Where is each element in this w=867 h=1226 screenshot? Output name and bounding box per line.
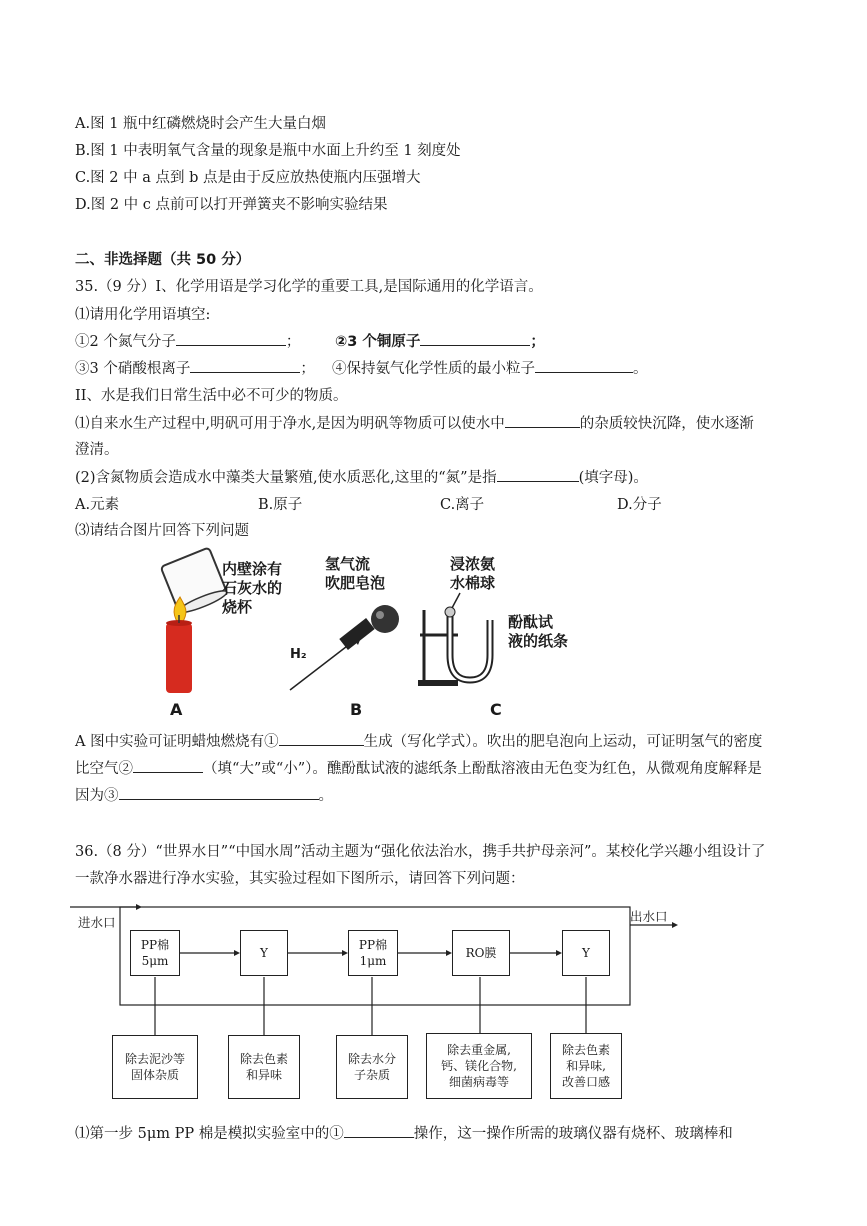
q35-ans-text6: 。 xyxy=(318,788,333,804)
choice-d[interactable]: D.分子 xyxy=(617,497,662,513)
step-y-1 xyxy=(240,930,288,976)
figC-label-top-text: 浸浓氨 水棉球 xyxy=(450,555,496,592)
option-c: C.图 2 中 a 点到 b 点是由于反应放热使瓶内压强增大 xyxy=(75,170,421,186)
figA-label-text: 内壁涂有 石灰水的 烧杯 xyxy=(222,560,283,616)
effect-3 xyxy=(336,1035,408,1099)
figB-gas: H₂ xyxy=(290,647,307,662)
answer-blank[interactable] xyxy=(505,413,580,428)
q35-answer-line2 xyxy=(75,757,762,778)
answer-blank[interactable] xyxy=(190,358,300,373)
outlet-label: 出水口 xyxy=(630,909,668,924)
q35-item3-text: ③3 个硝酸根离子 xyxy=(75,361,191,377)
q35-intro: 35.（9 分）I、化学用语是学习化学的重要工具,是国际通用的化学语言。 xyxy=(75,279,543,295)
q35-ans-text3: 比空气② xyxy=(75,761,133,777)
q35-item1-text: ①2 个氮气分子 xyxy=(75,334,176,350)
q35-item3-end: ； xyxy=(300,361,315,377)
figB-label-text: 氢气流 吹肥皂泡 xyxy=(325,555,386,592)
q35-water2-text: (2)含氮物质会造成水中藻类大量繁殖,使水质恶化,这里的“氮”是指 xyxy=(75,470,497,486)
q35-water1-cont: 澄清。 xyxy=(75,442,119,458)
step-y-2-text: Y xyxy=(582,946,590,960)
effect-4-text: 除去重金属, 钙、镁化合物, 细菌病毒等 xyxy=(441,1043,517,1089)
step-ro-text: RO膜 xyxy=(465,946,497,960)
q35-part2: II、水是我们日常生活中必不可少的物质。 xyxy=(75,388,348,404)
q35-item4 xyxy=(332,357,648,378)
choice-c[interactable]: C.离子 xyxy=(440,497,485,513)
q35-water3: ⑶请结合图片回答下列问题 xyxy=(75,523,249,539)
effect-2-text: 除去色素 和异味 xyxy=(239,1052,288,1082)
section-title: 二、非选择题（共 50 分） xyxy=(75,252,251,268)
q35-ans-text4: （填“大”或“小”）。醮酚酞试液的滤纸条上酚酞溶液由无色变为红色，从微观角度解释是 xyxy=(203,761,762,777)
q35-ans-text2: 生成（写化学式）。吹出的肥皂泡向上运动，可证明氢气的密度 xyxy=(363,734,763,750)
choice-a[interactable]: A.元素 xyxy=(75,497,120,513)
figC-label-right xyxy=(508,613,568,651)
effect-1 xyxy=(112,1035,198,1099)
q35-ans-text1: A 图中实验可证明蜡烛燃烧有① xyxy=(75,734,279,750)
figC-label-right-text: 酚酞试 液的纸条 xyxy=(508,613,569,650)
q35-answer-line3 xyxy=(75,784,333,805)
effect-4 xyxy=(426,1033,532,1099)
answer-blank[interactable] xyxy=(497,467,579,482)
answer-blank[interactable] xyxy=(344,1123,414,1138)
step-y-1-text: Y xyxy=(260,946,268,960)
option-a: A.图 1 瓶中红磷燃烧时会产生大量白烟 xyxy=(75,116,327,132)
effect-1-text: 除去泥沙等 固体杂质 xyxy=(124,1052,185,1082)
choice-b[interactable]: B.原子 xyxy=(258,497,303,513)
q35-water1-text2: 的杂质较快沉降，使水逐渐 xyxy=(579,416,754,432)
figC-label-top xyxy=(450,555,495,593)
answer-blank[interactable] xyxy=(420,331,530,346)
step-pp-1um xyxy=(348,930,398,976)
u-tube-illustration xyxy=(410,590,510,690)
q36-q1-text2: 操作，这一操作所需的玻璃仪器有烧杯、玻璃棒和 xyxy=(413,1126,733,1142)
q35-item4-text: ④保持氨气化学性质的最小粒子 xyxy=(332,361,535,377)
q35-item2 xyxy=(335,330,545,351)
effect-2 xyxy=(228,1035,300,1099)
q35-water1 xyxy=(75,412,754,433)
step-pp-5um-text: PP棉 5μm xyxy=(140,938,170,968)
option-d: D.图 2 中 c 点前可以打开弹簧夹不影响实验结果 xyxy=(75,197,388,213)
answer-blank[interactable] xyxy=(176,331,286,346)
water-purifier-diagram xyxy=(70,895,690,1110)
answer-blank[interactable] xyxy=(535,358,633,373)
q35-item1-end: ； xyxy=(285,334,301,350)
experiment-figure xyxy=(140,545,740,720)
q35-water2 xyxy=(75,466,648,487)
q35-item2-text: ②3 个铜原子 xyxy=(335,334,421,350)
step-pp-5um xyxy=(130,930,180,976)
figB-letter: B xyxy=(350,700,363,719)
inlet-label: 进水口 xyxy=(78,915,116,930)
figA-label xyxy=(222,560,282,617)
q36-q1-text1: ⑴第一步 5μm PP 棉是模拟实验室中的① xyxy=(75,1126,344,1142)
q35-sub1: ⑴请用化学用语填空: xyxy=(75,307,211,323)
q35-item3 xyxy=(75,357,315,378)
q35-water1-text: ⑴自来水生产过程中,明矾可用于净水,是因为明矾等物质可以使水中 xyxy=(75,416,505,432)
step-pp-1um-text: PP棉 1μm xyxy=(358,938,388,968)
figC-letter: C xyxy=(490,700,502,719)
answer-blank[interactable] xyxy=(119,785,319,800)
q35-item4-end: 。 xyxy=(633,361,648,377)
q35-item2-end: ； xyxy=(530,334,545,350)
q36-line2: 一款净水器进行净水实验，其实验过程如下图所示，请回答下列问题： xyxy=(75,871,525,887)
effect-5-text: 除去色素 和异味, 改善口感 xyxy=(561,1043,610,1089)
q35-answer-line1 xyxy=(75,730,762,751)
option-b: B.图 1 中表明氧气含量的现象是瓶中水面上升约至 1 刻度处 xyxy=(75,143,461,159)
q36-q1 xyxy=(75,1122,733,1143)
effect-5 xyxy=(550,1033,622,1099)
q35-water2-text2: (填字母)。 xyxy=(578,470,648,486)
answer-blank[interactable] xyxy=(133,758,203,773)
step-ro xyxy=(452,930,510,976)
figA-letter: A xyxy=(170,700,183,719)
q35-ans-text5: 因为③ xyxy=(75,788,119,804)
effect-3-text: 除去水分 子杂质 xyxy=(347,1052,396,1082)
figB-label xyxy=(325,555,385,593)
q35-item1 xyxy=(75,330,300,351)
answer-blank[interactable] xyxy=(279,731,364,746)
step-y-2 xyxy=(562,930,610,976)
q36-line1: 36.（8 分）“世界水日”“中国水周”活动主题为“强化依法治水，携手共护母亲河”。某校化学兴趣小组设计了 xyxy=(75,844,766,860)
